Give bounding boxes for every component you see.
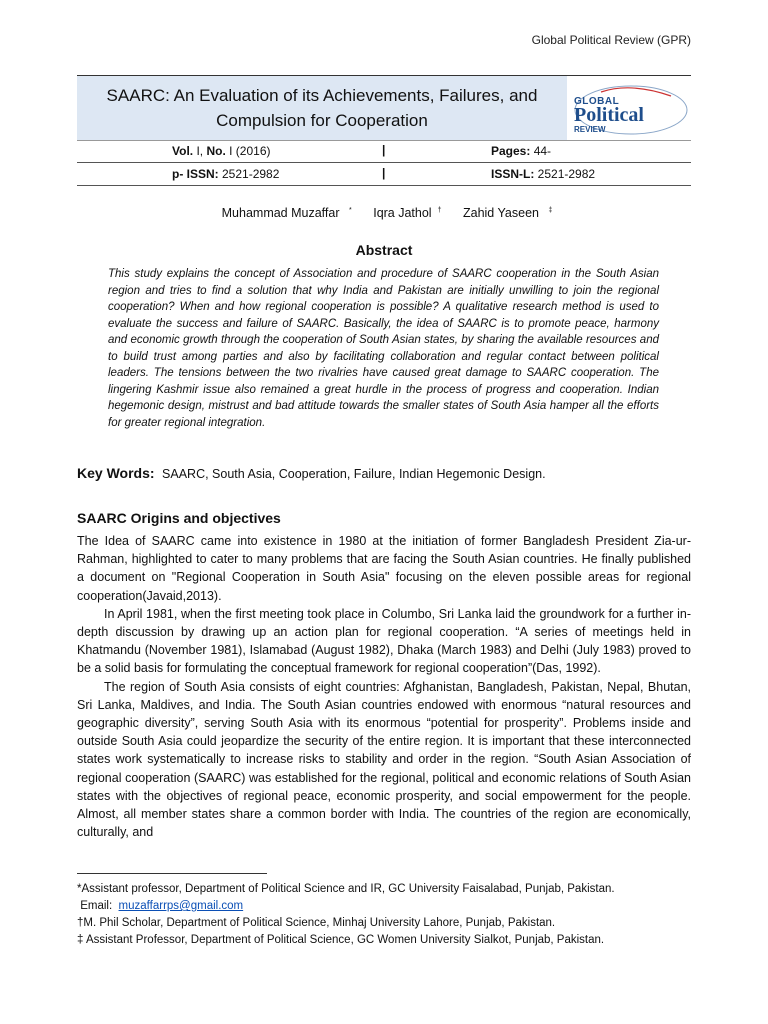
journal-logo bbox=[571, 82, 689, 136]
section-heading: SAARC Origins and objectives bbox=[77, 510, 281, 526]
title-box bbox=[77, 75, 691, 141]
keywords-label: Key Words: bbox=[77, 465, 155, 481]
publication-info bbox=[77, 140, 691, 186]
footnote-email: Email: muzaffarrps@gmail.com bbox=[80, 900, 244, 912]
info-row-issn bbox=[77, 163, 691, 186]
author: Muhammad Muzaffar * bbox=[221, 206, 352, 220]
volume-info: Vol. I, No. I (2016) bbox=[172, 144, 271, 158]
paragraph: The Idea of SAARC came into existence in 1980 at the initiation of former Bangladesh President Zia-ur-Rahman, highlighted to cater to many problems that are facing the South Asian countries. He finally published a document on "Regional Cooperation in South Asia" focusing on the eleven possible areas for regional cooperation(Javaid,2013). bbox=[77, 534, 691, 603]
abstract-text: This study explains the concept of Association and procedure of SAARC cooperation in the South Asian region and tries to find a solution that why India and Pakistan are initially unwilling to join the regional cooperation? When and how regional cooperation is possible? A qualitative research method is used to evaluate the success and failure of SAARC. Basically, the idea of SAARC is to promote peace, harmony and economic growth through the cooperation of South Asian states, by sharing the available resources and to build trust among parties and also by facilitating collaboration and regular contact between political leaders. The tensions between the two rivalries have caused great damage to SAARC cooperation. The lingering Kashmir issue also remained a great hurdle in the process of progress and cooperation. Indian hegemonic design, mistrust and bad attitude towards the smaller states of South Asia hamper all the efforts for greater regional integration. bbox=[108, 268, 659, 429]
footnote-1: *Assistant professor, Department of Political Science and IR, GC University Faisalabad, Punjab, Pakistan. bbox=[77, 883, 615, 895]
author: Iqra Jathol † bbox=[373, 206, 442, 220]
paragraph: The region of South Asia consists of eight countries: Afghanistan, Bangladesh, Pakistan, Nepal, Bhutan, Sri Lanka, Maldives, and India. The South Asian countries endowed with enormous “natural resources and geographic diversity”, serving South Asia with its enormous “potential for prosperity”. Problems inside and outside South Asia could jeopardize the security of the entire region. It is important that these interconnected states work systematically to increase risks to stability and order in the region. “South Asian Association of regional cooperation (SAARC) was established for the regional, political and economic relations of South Asian states with the objectives of regional peace, economic prosperity, and social empowerment for the people. Almost, all member states share a common border with India. The countries of the region are economically, culturally, and bbox=[77, 679, 691, 840]
paragraph: In April 1981, when the first meeting took place in Columbo, Sri Lanka laid the groundwork for a further in-depth discussion by drawing up an action plan for regional cooperation. “A series of meetings held in Khatmandu (November 1981), Islamabad (August 1982), Dhaka (March 1983) and Delhi (July 1983) proved to be a solid basis for formulating the conceptual framework for regional cooperation”(Das, 1992). bbox=[77, 606, 691, 676]
footnote-divider bbox=[77, 873, 267, 874]
journal-header: Global Political Review (GPR) bbox=[531, 33, 691, 47]
issnl-info: ISSN-L: 2521-2982 bbox=[491, 167, 596, 181]
info-row-volume bbox=[77, 140, 691, 163]
separator: | bbox=[382, 143, 386, 157]
authors bbox=[0, 206, 768, 220]
paper-title: SAARC: An Evaluation of its Achievements, Failures, and Compulsion for Cooperation bbox=[77, 76, 567, 140]
pissn-info: p- ISSN: 2521-2982 bbox=[172, 167, 280, 181]
footnote-3: ‡ Assistant Professor, Department of Political Science, GC Women University Sialkot, Punjab, Pakistan. bbox=[77, 934, 605, 946]
keywords bbox=[77, 465, 691, 481]
abstract-heading: Abstract bbox=[355, 242, 413, 258]
pages-info: Pages: 44- bbox=[491, 144, 552, 158]
section-body bbox=[77, 532, 691, 841]
keywords-value: SAARC, South Asia, Cooperation, Failure, Indian Hegemonic Design. bbox=[162, 467, 546, 481]
separator: | bbox=[382, 166, 386, 180]
footnotes bbox=[77, 881, 691, 949]
logo-review-text: REVIEW bbox=[574, 125, 606, 134]
logo-political-text: Political bbox=[574, 104, 644, 126]
email-link[interactable]: muzaffarrps@gmail.com bbox=[118, 900, 244, 912]
logo-global-text: GLOBAL bbox=[574, 96, 620, 107]
footnote-2: †M. Phil Scholar, Department of Political Science, Minhaj University Lahore, Punjab, Pakistan. bbox=[77, 917, 556, 929]
author: Zahid Yaseen ‡ bbox=[462, 206, 553, 220]
